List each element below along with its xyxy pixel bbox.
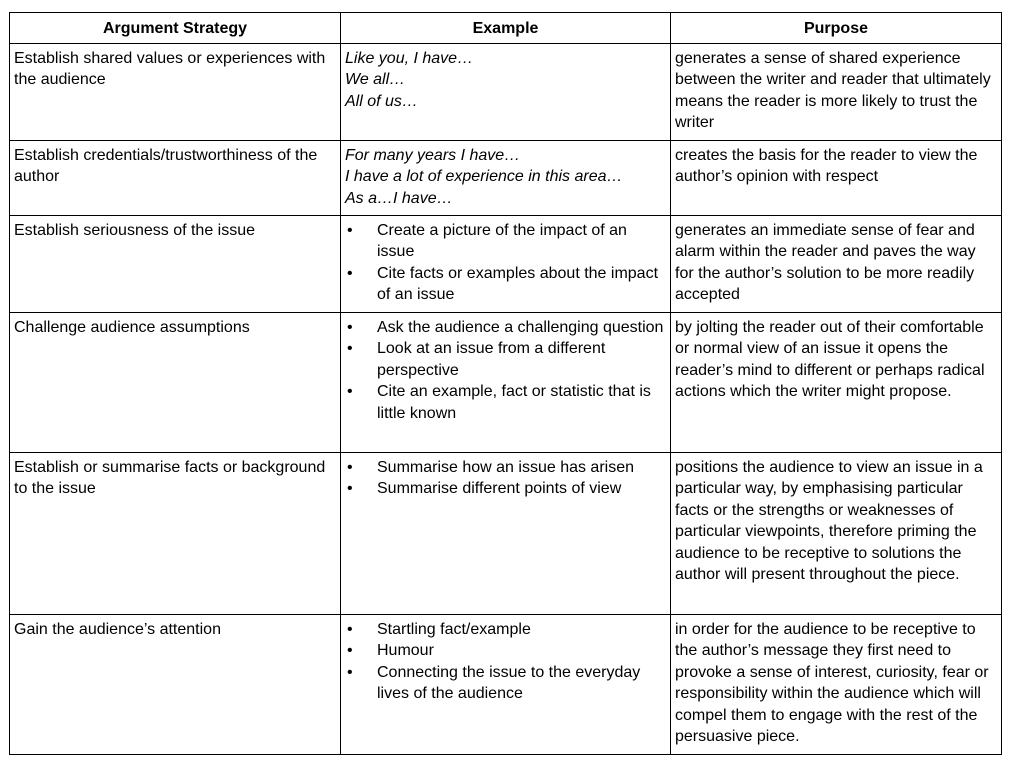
header-row [10,13,1002,44]
bullet-icon: • [347,642,353,659]
list-item [345,338,666,381]
list-item [345,619,666,641]
example-bullet-text: Cite facts or examples about the impact of an issue [377,264,659,303]
example-bullet-text: Cite an example, fact or statistic that is little known [377,383,651,422]
example-cell [341,215,671,312]
header-example: Example [341,13,671,44]
example-bullet-text: Look at an issue from a different perspective [377,340,606,379]
table-row [10,614,1002,754]
bullet-icon: • [347,383,353,400]
table-row [10,312,1002,452]
list-item [345,381,666,424]
list-item [345,220,666,263]
example-line: For many years I have… [345,146,521,164]
example-cell [341,43,671,140]
list-item [345,317,666,339]
header-purpose: Purpose [671,13,1002,44]
purpose-cell: positions the audience to view an issue in a particular way, by emphasising particular facts or the strengths or weaknesses of particular viewpoints, therefore priming the audience to be receptive to solutions the author will present throughout the piece. [671,452,1002,614]
example-bullet-list [345,220,666,306]
purpose-cell: generates a sense of shared experience between the writer and reader that ultimately means the reader is more likely to trust the writer [671,43,1002,140]
bullet-icon: • [347,480,353,497]
list-item [345,263,666,306]
example-bullet-list [345,317,666,425]
example-bullet-text: Connecting the issue to the everyday lives of the audience [377,663,641,702]
example-bullet-list [345,619,666,705]
list-item [345,640,666,662]
strategy-cell: Establish shared values or experiences with the audience [10,43,341,140]
example-line: We all… [345,71,406,88]
example-bullet-text: Summarise how an issue has arisen [377,458,635,476]
table-row [10,140,1002,215]
bullet-icon: • [347,264,353,282]
example-cell [341,312,671,452]
strategy-cell: Establish or summarise facts or background to the issue [10,452,341,614]
list-item [345,662,666,705]
strategy-cell: Establish credentials/trustworthiness of the author [10,140,341,215]
example-cell [341,140,671,215]
purpose-cell: creates the basis for the reader to view the author’s opinion with respect [671,140,1002,215]
list-item [345,457,666,479]
table-row [10,215,1002,312]
strategy-cell: Gain the audience’s attention [10,614,341,754]
example-bullet-text: Ask the audience a challenging question [377,318,664,336]
purpose-cell: by jolting the reader out of their comfortable or normal view of an issue it opens the reader’s mind to different or perhaps radical actions which the writer might propose. [671,312,1002,452]
bullet-icon: • [347,458,353,476]
table-row [10,43,1002,140]
table-row [10,452,1002,614]
strategy-cell: Challenge audience assumptions [10,312,341,452]
purpose-cell: in order for the audience to be receptive to the author’s message they first need to provoke a sense of interest, curiosity, fear or responsibility within the audience which will compel them to engage with the rest of the persuasive piece. [671,614,1002,754]
strategy-cell: Establish seriousness of the issue [10,215,341,312]
example-line: Like you, I have… [345,49,474,67]
bullet-icon: • [347,318,353,336]
header-strategy: Argument Strategy [10,13,341,44]
example-cell [341,452,671,614]
example-line: As a…I have… [345,189,453,207]
bullet-icon: • [347,340,353,357]
bullet-icon: • [347,221,353,239]
example-bullet-text: Startling fact/example [377,620,531,638]
bullet-icon: • [347,663,353,681]
purpose-cell: generates an immediate sense of fear and alarm within the reader and paves the way for the author’s solution to be more readily accepted [671,215,1002,312]
list-item [345,478,666,500]
example-cell [341,614,671,754]
bullet-icon: • [347,620,353,638]
example-line: I have a lot of experience in this area… [345,168,623,185]
example-line: All of us… [345,92,418,110]
example-bullet-text: Humour [377,642,434,659]
example-bullet-text: Create a picture of the impact of an issue [377,221,627,260]
example-bullet-list [345,457,666,500]
example-bullet-text: Summarise different points of view [377,480,622,497]
argument-strategy-table [9,12,1002,755]
